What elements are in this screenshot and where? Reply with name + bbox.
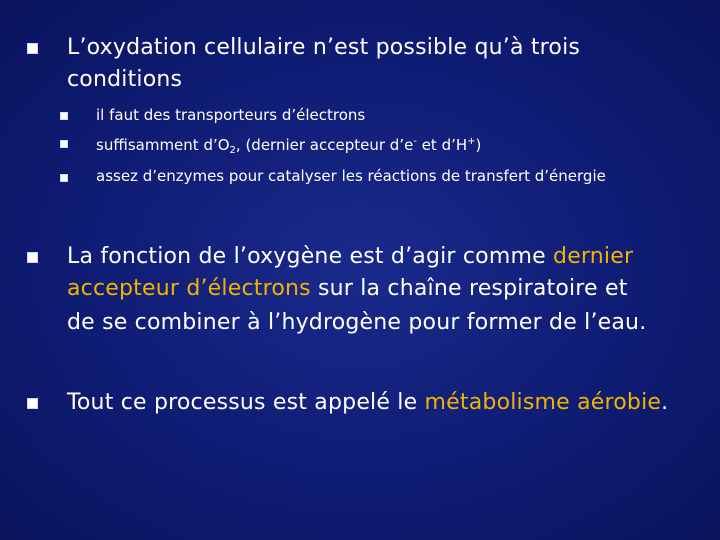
- sub-bullet-square-icon: [60, 112, 68, 120]
- bullet-1-line-1: L’oxydation cellulaire n’est possible qu’à trois: [67, 35, 581, 60]
- superscript-plus: +: [467, 136, 476, 147]
- bullet-2-line-1: [67, 240, 633, 273]
- bullet-3-line-1: [67, 386, 668, 419]
- sub-bullet-2: [96, 131, 481, 162]
- sub-bullet-square-icon: [60, 174, 68, 182]
- highlight-metabolisme: métabolisme aérobie: [424, 390, 662, 415]
- sub-bullet-3: assez d’enzymes pour catalyser les réactions de transfert d’énergie: [96, 167, 606, 185]
- highlight-dernier: dernier: [553, 244, 634, 269]
- sub-bullet-2-mid: , (dernier accepteur d’e: [235, 136, 414, 154]
- bullet-3-text: Tout ce processus est appelé le: [67, 390, 425, 415]
- superscript-minus: -: [413, 136, 417, 147]
- sub-bullet-square-icon: [60, 140, 68, 148]
- bullet-2-line-2-text: sur la chaîne respiratoire et: [310, 276, 628, 301]
- sub-bullet-2-close: ): [475, 136, 482, 154]
- bullet-2-line-2: [67, 272, 628, 305]
- bullet-2-line-1-text: La fonction de l’oxygène est d’agir comme: [67, 244, 554, 269]
- bullet-square-icon: [27, 252, 38, 263]
- subscript-2: 2: [229, 145, 236, 156]
- bullet-square-icon: [27, 398, 38, 409]
- highlight-accepteur: accepteur d’électrons: [67, 276, 311, 301]
- bullet-2-line-3: de se combiner à l’hydrogène pour former de l’eau.: [67, 310, 647, 335]
- sub-bullet-1: il faut des transporteurs d’électrons: [96, 106, 366, 124]
- bullet-1-line-2: conditions: [67, 67, 183, 92]
- sub-bullet-2-start: suffisamment d’O: [96, 136, 230, 154]
- bullet-3-end: .: [661, 390, 669, 415]
- bullet-square-icon: [27, 43, 38, 54]
- sub-bullet-2-end: et d’H: [416, 136, 468, 154]
